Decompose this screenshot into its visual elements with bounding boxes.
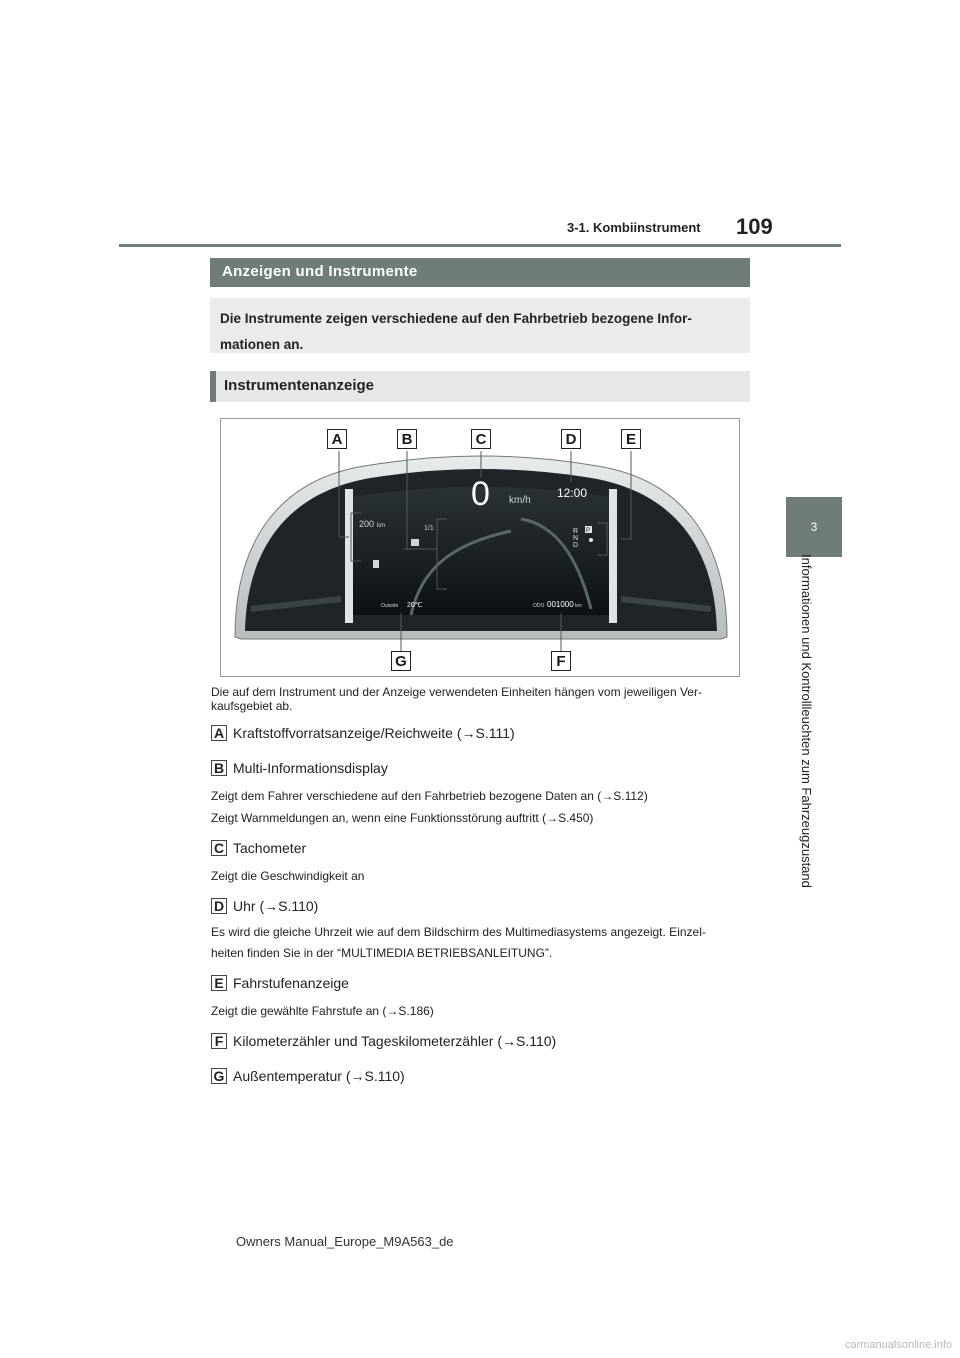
watermark: carmanualsonline.info (844, 1339, 952, 1351)
item-e-desc: Zeigt die gewählte Fahrstufe an (→S.186) (211, 1004, 434, 1018)
item-f-badge: F (211, 1033, 227, 1049)
left-light-bar (345, 489, 353, 623)
item-a (211, 725, 515, 741)
callout-c: C (471, 429, 491, 449)
gear-d: D (573, 542, 579, 549)
intro-box (210, 298, 750, 353)
callout-e: E (621, 429, 641, 449)
speed-unit: km/h (509, 495, 531, 506)
units-note: Die auf dem Instrument und der Anzeige verwendeten Einheiten hängen vom jeweiligen Ver-kaufsgebiet ab. (211, 685, 702, 713)
item-c-desc: Zeigt die Geschwindigkeit an (211, 869, 365, 883)
item-c-label: Tachometer (233, 840, 307, 856)
item-c (211, 840, 306, 856)
fuel-icon (373, 560, 379, 568)
item-d-desc (211, 922, 751, 964)
gear-r: R (573, 528, 579, 535)
callout-b: B (397, 429, 417, 449)
item-a-label: Kraftstoffvorratsanzeige/Reichweite (→S.111) (233, 725, 515, 741)
odo-value: 001000 (547, 600, 574, 609)
right-light-bar (609, 489, 617, 623)
park-letter: P (586, 528, 591, 534)
item-g-badge: G (211, 1068, 227, 1084)
footer-doc-id: Owners Manual_Europe_M9A563_de (236, 1234, 454, 1249)
item-g-label: Außentemperatur (→S.110) (233, 1068, 405, 1084)
intro-line-1: Die Instrumente zeigen verschiedene auf den Fahrbetrieb bezogene Infor- (220, 311, 692, 326)
outside-temp: 20℃ (407, 602, 423, 609)
instrument-cluster-illustration (221, 419, 741, 678)
outside-label: Outside (381, 603, 399, 609)
section-title: Anzeigen und Instrumente (210, 258, 750, 287)
item-b-desc-2: Zeigt Warnmeldungen an, wenn eine Funktionsstörung auftritt (→S.450) (211, 811, 594, 825)
trip-fraction: 1/1 (424, 525, 434, 532)
callout-a: A (327, 429, 347, 449)
chapter-tab: 3 (786, 497, 842, 557)
item-b (211, 760, 388, 776)
item-b-badge: B (211, 760, 227, 776)
range-unit: km (377, 523, 385, 529)
mid-display-icon (411, 539, 419, 546)
odo-label: ODO (533, 603, 545, 609)
item-e (211, 975, 349, 991)
item-d-badge: D (211, 898, 227, 914)
gear-n: N (573, 535, 579, 542)
item-d-label: Uhr (→S.110) (233, 898, 319, 914)
odo-unit: km (575, 603, 582, 609)
header-rule (119, 244, 841, 247)
gear-dot (589, 538, 593, 542)
callout-g: G (391, 651, 411, 671)
item-a-badge: A (211, 725, 227, 741)
page-number: 109 (736, 214, 773, 239)
item-e-badge: E (211, 975, 227, 991)
item-d-desc-line-2: heiten finden Sie in der “MULTIMEDIA BETRIEBSANLEITUNG”. (211, 946, 553, 960)
speed-value: 0 (471, 475, 490, 513)
item-c-badge: C (211, 840, 227, 856)
item-f-label: Kilometerzähler und Tageskilometerzähler (→S.110) (233, 1033, 557, 1049)
chapter-side-label-text: Informationen und Kontrollleuchten zum Fahrzeugzustand (799, 554, 814, 888)
item-d-desc-line-1: Es wird die gleiche Uhrzeit wie auf dem Bildschirm des Multimediasystems angezeigt. Einzel- (211, 925, 706, 939)
chapter-title: 3-1. Kombiinstrument (567, 220, 701, 235)
range-value: 200 (359, 519, 375, 529)
subsection-title: Instrumentenanzeige (210, 371, 750, 402)
item-b-label: Multi-Informationsdisplay (233, 760, 388, 776)
item-f (211, 1033, 556, 1049)
callout-d: D (561, 429, 581, 449)
item-e-label: Fahrstufenanzeige (233, 975, 349, 991)
intro-line-2: mationen an. (220, 337, 304, 352)
item-d (211, 898, 318, 914)
item-b-desc-1: Zeigt dem Fahrer verschiedene auf den Fahrbetrieb bezogene Daten an (→S.112) (211, 789, 648, 803)
instrument-cluster-figure (220, 418, 740, 677)
item-g (211, 1068, 405, 1084)
clock-value: 12:00 (557, 486, 588, 500)
callout-f: F (551, 651, 571, 671)
